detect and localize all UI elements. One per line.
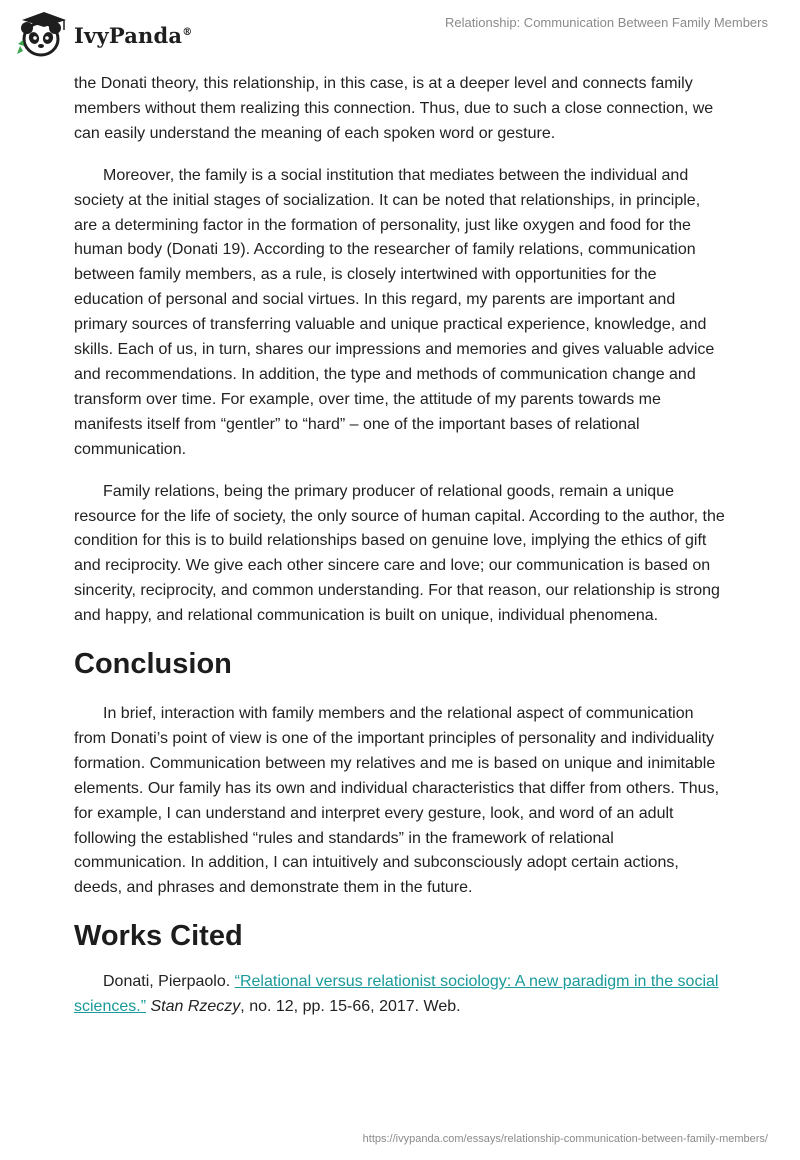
conclusion-heading: Conclusion — [74, 648, 232, 681]
body-paragraph: the Donati theory, this relationship, in this case, is at a deeper level and connects family members without them realizing this connection. Thus, due to such a close connection, we can easily understand the meaning of each spoken word or gesture. — [74, 75, 714, 142]
citation-author: Donati, Pierpaolo. — [103, 973, 235, 991]
brand-logo[interactable] — [14, 10, 192, 60]
body-paragraph: Family relations, being the primary producer of relational goods, remain a unique resource for the life of society, the only source of human capital. According to the author, the condition for this is to build relationships based on genuine love, implying the ethics of gift and reciprocity. We give each other sincere care and love; our communication is based on sincerity, reciprocity, and common understanding. For that reason, our relationship is strong and happy, and relational communication is built on unique, individual phenomena. — [74, 482, 725, 625]
citation-journal: Stan Rzeczy — [150, 998, 241, 1016]
works-cited-heading: Works Cited — [74, 920, 243, 953]
conclusion-paragraph: In brief, interaction with family members and the relational aspect of communication from Donati’s point of view is one of the important principles of personality and individuality formation. Communication between my relatives and me is based on unique and inimitable elements. Our family has its own and individual characteristics that differ from others. Thus, for example, I can understand and interpret every gesture, look, and word of an adult following the established “rules and standards” in the framework of relational communication. In addition, I can intuitively and subconsciously adopt certain actions, deeds, and phrases and demonstrate them in the future. — [74, 705, 720, 897]
document-title: Relationship: Communication Between Family Members — [445, 15, 768, 30]
citation-title-link[interactable]: “Relational versus relationist sociology: A new paradigm in the social sciences.” — [74, 973, 719, 1016]
citation-entry — [74, 970, 726, 1020]
panda-graduate-icon — [14, 10, 70, 60]
page-header — [0, 0, 800, 70]
citation-details: , no. 12, pp. 15-66, 2017. Web. — [240, 998, 461, 1016]
brand-name: IvyPanda® — [74, 22, 193, 48]
body-paragraph: Moreover, the family is a social institution that mediates between the individual and society at the initial stages of socialization. It can be noted that relationships, in principle, are a determining factor in the formation of personality, just like oxygen and food for the human body (Donati 19). According to the researcher of family relations, communication between family members, as a rule, is closely intertwined with opportunities for the education of personal and social virtues. In this regard, my parents are important and primary sources of transferring valuable and unique practical experience, knowledge, and skills. Each of us, in turn, shares our impressions and memories and gives valuable advice and recommendations. In addition, the type and methods of communication change and transform over time. For example, over time, the attitude of my parents towards me manifests itself from “gentler” to “hard” – one of the important bases of relational communication. — [74, 166, 715, 458]
essay-content — [74, 72, 726, 1037]
footer-url: https://ivypanda.com/essays/relationship-communication-between-family-members/ — [362, 1133, 768, 1145]
